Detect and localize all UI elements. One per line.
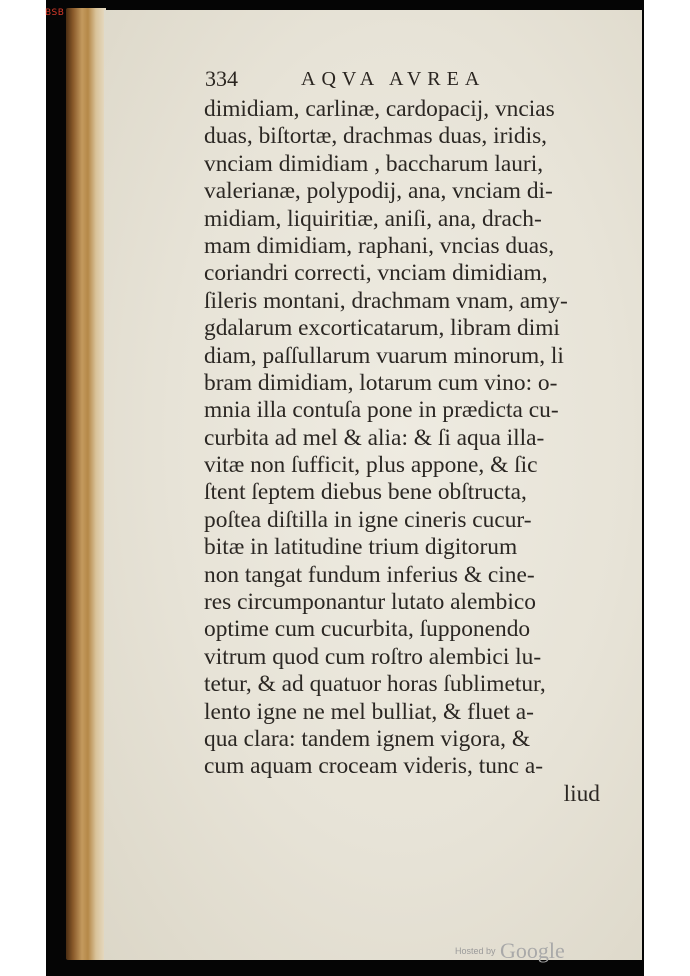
text-line: vnciam dimidiam , baccharum lauri, [204,150,544,177]
running-title: AQVA AVREA [301,68,486,90]
text-line: optime cum cucurbita, ſupponendo [204,616,531,643]
text-line: non tangat fundum inferius & cine- [204,561,535,588]
text-line: lento igne ne mel bulliat, & fluet a- [204,698,534,725]
running-head [205,66,605,96]
text-line: coriandri correcti, vnciam dimidiam, [204,260,548,287]
text-line: duas, biſtortæ, drachmas duas, iridis, [204,123,548,150]
text-line: liud [563,780,600,807]
body-text [204,96,614,808]
text-line: midiam, liquiritiæ, aniſi, ana, drach- [204,205,542,232]
text-line: curbita ad mel & alia: & ſi aqua illa- [204,424,545,451]
text-line: gdalarum excorticatarum, libram dimi [204,315,560,342]
text-line: dimidiam, carlinæ, cardopacij, vncias [204,96,555,122]
text-line: ſtent ſeptem diebus bene obſtructa, [204,479,527,506]
hosted-by-watermark [455,938,565,964]
text-line: bram dimidiam, lotarum cum vino: o- [204,369,558,396]
text-line: mnia illa contuſa pone in prædicta cu- [204,397,559,424]
text-line: qua clara: tandem ignem vigora, & [204,725,531,752]
text-line: tetur, & ad quatuor horas ſublimetur, [204,671,546,698]
text-line: ſileris montani, drachmam vnam, amy- [204,287,568,314]
text-line: valerianæ, polypodij, ana, vnciam di- [204,178,553,205]
text-line: bitæ in latitudine trium digitorum [204,534,518,561]
library-mark: BSB [45,8,65,18]
text-line: vitrum quod cum roſtro alembici lu- [204,643,542,670]
page-number: 334 [205,66,238,91]
text-line: vitæ non ſufficit, plus appone, & ſic [204,452,538,479]
text-line: mam dimidiam, raphani, vncias duas, [204,232,555,259]
google-logo: Google [499,938,565,963]
text-line: poſtea diſtilla in igne cineris cucur- [204,506,532,533]
text-line: diam, paſſullarum vuarum minorum, li [204,342,564,369]
hosted-by-label: Hosted by [455,946,496,956]
book-spine-edge [66,8,106,960]
text-line: res circumponantur lutato alembico [204,589,536,616]
text-line: cum aquam croceam videris, tunc a- [204,753,544,780]
